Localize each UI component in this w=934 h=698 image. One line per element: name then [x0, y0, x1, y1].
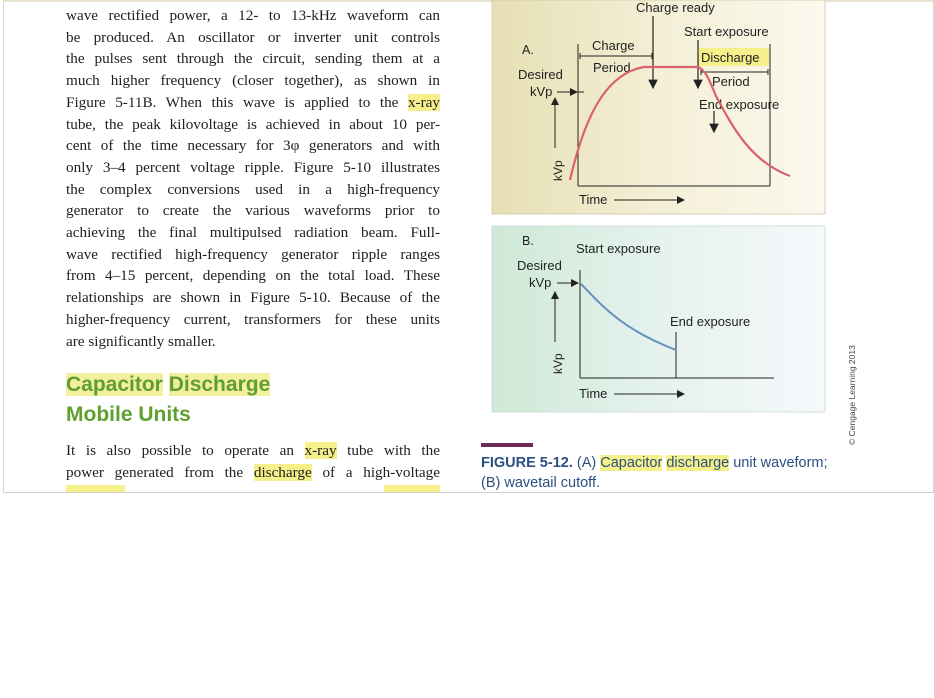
text-line: much higher frequency (closer together), as shown in [66, 72, 440, 90]
text-line: cent of the time necessary for 3φ generators and with [66, 137, 440, 155]
discharge-label: Discharge [701, 50, 760, 65]
highlighted-term: x-ray [304, 442, 337, 459]
panel-b-letter: B. [522, 234, 534, 248]
copyright-credit: © Cengage Learning 2013 [847, 345, 857, 445]
text-line: are significantly smaller. [66, 332, 216, 350]
text-line: achieving the final multipulsed radiation beam. Full- [66, 224, 440, 242]
y-axis-label: kVp [551, 160, 565, 181]
caption-fragment: unit waveform; [729, 455, 828, 471]
text-line: tube, the peak kilovoltage is achieved in about 10 per- [66, 115, 440, 133]
figure-label: FIGURE 5-12. [481, 455, 573, 471]
desired-label-b: Desired [517, 258, 562, 273]
end-exposure-label: End exposure [699, 97, 780, 112]
text-line: wave rectified power, a 12- to 13-kHz waveform can [66, 7, 440, 24]
figure-caption [481, 453, 841, 493]
panel-a [492, 0, 825, 214]
caption-fragment: (A) [576, 455, 601, 471]
text-line: from 4–15 percent, depending on the total load. These [66, 267, 440, 285]
text-fragment: It is also possible to operate an [66, 442, 305, 459]
kvp-desired-label-b: kVp [529, 275, 552, 290]
figure-rule [481, 443, 533, 447]
heading-word: Discharge [168, 373, 271, 396]
kvp-desired-label: kVp [530, 84, 553, 99]
text-line: wave rectified high-frequency generator ripple ranges [66, 245, 440, 263]
x-axis-label-b: Time [579, 386, 608, 401]
heading-word: Capacitor [66, 373, 163, 396]
text-line: only 3–4 percent voltage ripple. Figure 5-10 illustrates [66, 158, 440, 176]
caption-highlight: discharge [666, 455, 730, 471]
text-fragment: of a high-voltage [311, 463, 441, 481]
panel-a-letter: A. [522, 43, 534, 57]
period-label-1: Period [593, 60, 631, 75]
text-line: the complex conversions used in a high-frequency [66, 180, 440, 198]
document-page [3, 0, 934, 493]
panel-b [492, 226, 825, 412]
x-axis-label: Time [579, 192, 608, 207]
heading-line-2: Mobile Units [66, 403, 191, 426]
y-axis-label-b: kVp [551, 353, 565, 374]
highlighted-term: discharge [253, 463, 312, 481]
end-exposure-label-b: End exposure [670, 314, 751, 329]
caption-highlight: Capacitor [600, 455, 663, 471]
caption-line-2: (B) wavetail cutoff. [481, 475, 601, 491]
text-line: relationships are shown in Figure 5-10. Because of the [66, 289, 440, 307]
charge-ready-label: Charge ready [636, 0, 715, 15]
text-fragment: tube with the [336, 442, 440, 459]
text-line: the pulses sent through the circuit, sending them at a [66, 50, 440, 68]
text-fragment: Figure 5-11B. When this wave is applied to the [66, 93, 408, 111]
highlighted-term: x-ray [407, 93, 440, 111]
desired-label: Desired [518, 67, 563, 82]
charge-label: Charge [592, 38, 635, 53]
start-exposure-label: Start exposure [684, 24, 769, 39]
text-fragment: power generated from the [66, 463, 254, 481]
start-exposure-label-b: Start exposure [576, 241, 661, 256]
text-line: higher-frequency current, transformers for these units [66, 310, 440, 328]
text-line: generator to create the various waveforms prior to [66, 202, 440, 220]
text-line: be produced. An oscillator or inverter unit controls [66, 28, 440, 46]
figure-5-12 [4, 0, 933, 492]
period-label-2: Period [712, 74, 750, 89]
